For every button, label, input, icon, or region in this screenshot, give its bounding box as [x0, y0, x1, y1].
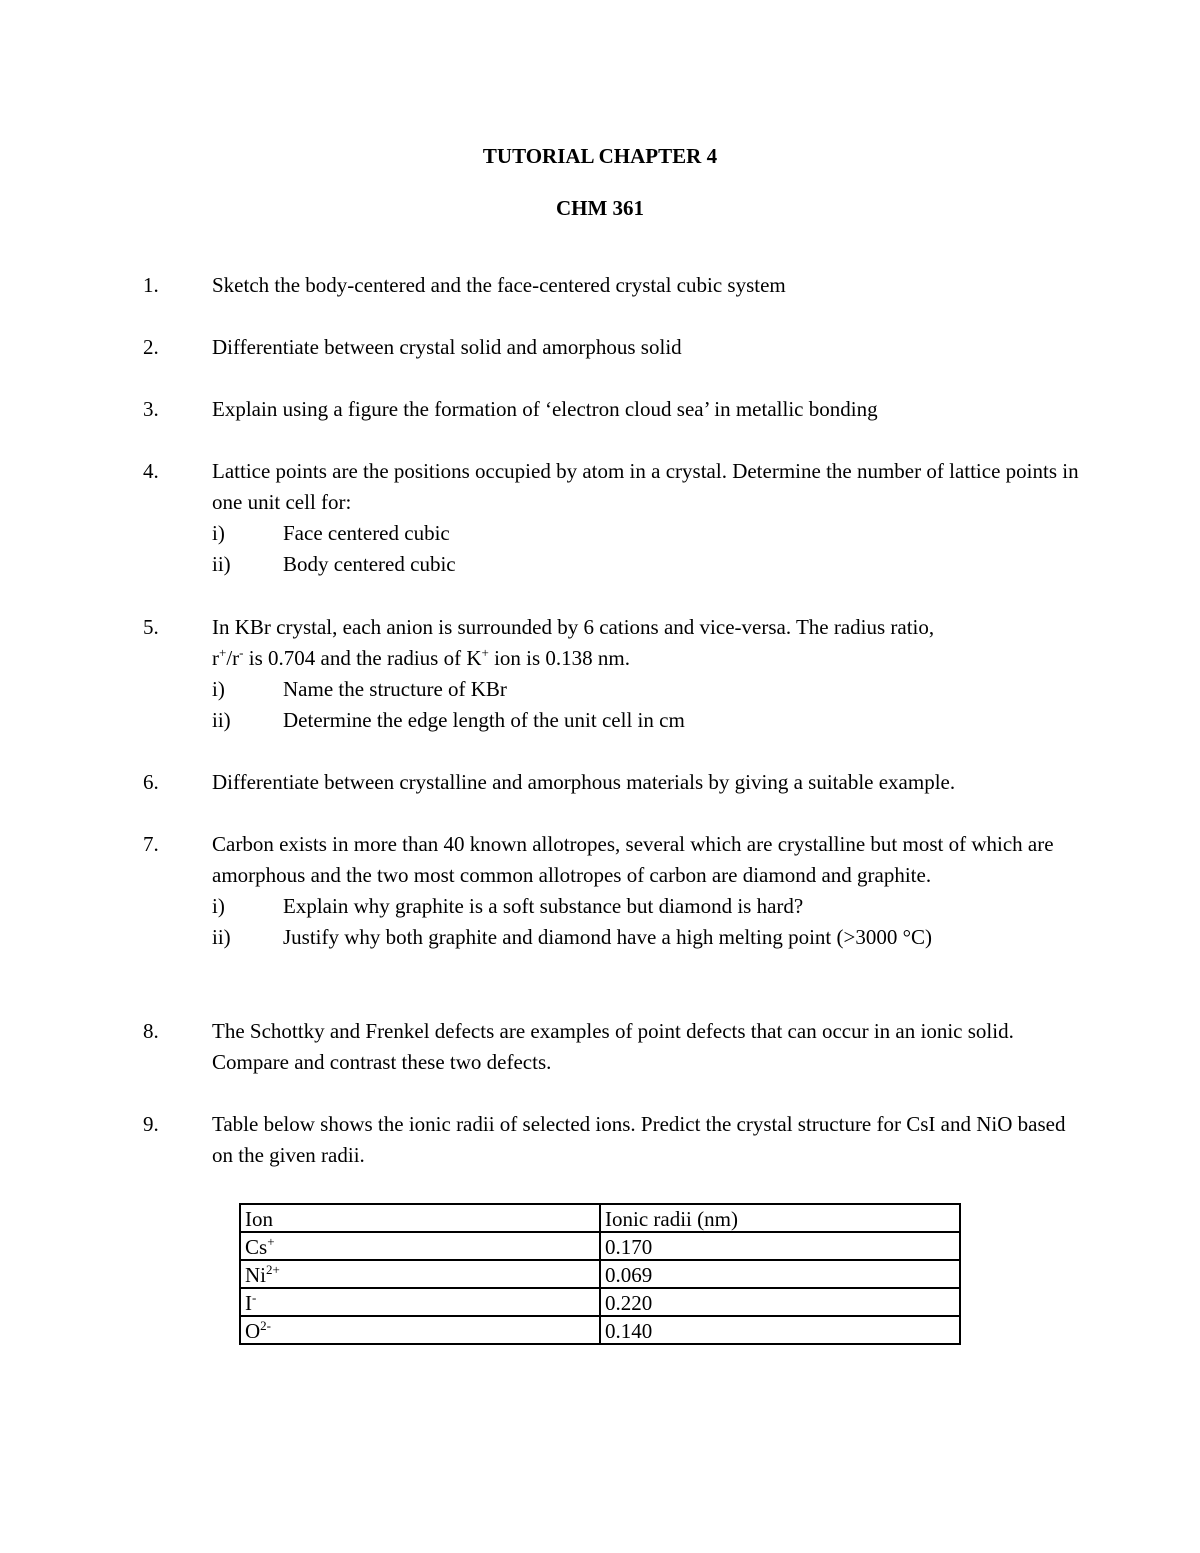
question-2: [143, 332, 1083, 363]
question-text: Explain using a figure the formation of ‘electron cloud sea’ in metallic bonding: [212, 397, 878, 421]
table-row: [240, 1232, 960, 1260]
question-text: The Schottky and Frenkel defects are examples of point defects that can occur in an ionic solid. Compare and contrast these two defects.: [212, 1019, 1014, 1074]
question-text: ion is 0.138 nm.: [488, 646, 631, 670]
table-row: [240, 1260, 960, 1288]
sub-question-number: i): [212, 677, 225, 701]
question-text: Sketch the body-centered and the face-centered crystal cubic system: [212, 273, 786, 297]
question-text: Carbon exists in more than 40 known allotropes, several which are crystalline but most of which are amorphous and the two most common allotropes of carbon are diamond and graphite.: [212, 832, 1054, 887]
question-4: [143, 456, 1083, 580]
question-9: [143, 1109, 1083, 1171]
radius-cell: 0.170: [600, 1232, 960, 1260]
question-number: 8.: [143, 1019, 159, 1043]
table-row: [240, 1316, 960, 1344]
question-text: In KBr crystal, each anion is surrounded by 6 cations and vice-versa. The radius ratio,: [212, 615, 935, 639]
question-text: Lattice points are the positions occupied by atom in a crystal. Determine the number of lattice points in one unit cell for:: [212, 459, 1079, 514]
ion-cell: [240, 1288, 600, 1316]
radius-cell: 0.220: [600, 1288, 960, 1316]
question-number: 7.: [143, 832, 159, 856]
sub-question-number: ii): [212, 552, 231, 576]
question-text-continued: [212, 643, 1083, 674]
sub-question: [212, 518, 1083, 549]
anion-charge: -: [239, 645, 244, 660]
ion-cell: [240, 1232, 600, 1260]
sub-question-number: i): [212, 521, 225, 545]
sub-question-text: Body centered cubic: [283, 552, 456, 576]
ion-cell: [240, 1316, 600, 1344]
sub-question: [212, 922, 1083, 953]
question-number: 3.: [143, 397, 159, 421]
document-title: TUTORIAL CHAPTER 4: [482, 144, 718, 168]
table-row: [240, 1288, 960, 1316]
question-number: 4.: [143, 459, 159, 483]
sub-question: [212, 891, 1083, 922]
radius-symbol: /r: [226, 646, 240, 670]
cation-charge: +: [219, 645, 227, 660]
sub-question-text: Justify why both graphite and diamond have a high melting point (>3000 °C): [283, 925, 932, 949]
ion-charge: 2+: [266, 1262, 280, 1277]
sub-question-text: Name the structure of KBr: [283, 677, 507, 701]
question-1: [143, 270, 1083, 301]
course-code: CHM 361: [555, 196, 645, 220]
question-number: 2.: [143, 335, 159, 359]
radius-symbol: r: [212, 646, 219, 670]
ion-charge: +: [267, 1234, 275, 1249]
question-number: 9.: [143, 1112, 159, 1136]
ion-symbol: Cs: [245, 1235, 268, 1259]
ion-charge: -: [252, 1290, 257, 1305]
ion-charge: 2-: [260, 1318, 272, 1333]
question-text: Table below shows the ionic radii of selected ions. Predict the crystal structure for CsI and NiO based on the given radii.: [212, 1112, 1066, 1167]
sub-question-number: ii): [212, 708, 231, 732]
question-7: [143, 829, 1083, 953]
potassium-charge: +: [481, 645, 489, 660]
sub-question-number: ii): [212, 925, 231, 949]
sub-question-text: Determine the edge length of the unit cell in cm: [283, 708, 685, 732]
sub-question-text: Explain why graphite is a soft substance but diamond is hard?: [283, 894, 804, 918]
sub-question: [212, 674, 1083, 705]
ion-symbol: O: [245, 1319, 261, 1343]
table-header-row: [240, 1204, 960, 1232]
question-text: Differentiate between crystalline and amorphous materials by giving a suitable example.: [212, 770, 956, 794]
question-text: Differentiate between crystal solid and amorphous solid: [212, 335, 682, 359]
radius-cell: 0.069: [600, 1260, 960, 1288]
question-5: [143, 612, 1083, 736]
sub-question: [212, 549, 1083, 580]
column-header-radius: Ionic radii (nm): [600, 1204, 960, 1232]
sub-question: [212, 705, 1083, 736]
column-header-ion: Ion: [240, 1204, 600, 1232]
sub-question-number: i): [212, 894, 225, 918]
question-number: 5.: [143, 615, 159, 639]
radius-cell: 0.140: [600, 1316, 960, 1344]
question-text: is 0.704 and the radius of K: [243, 646, 482, 670]
question-3: [143, 394, 1083, 425]
question-number: 1.: [143, 273, 159, 297]
question-number: 6.: [143, 770, 159, 794]
ionic-radii-table: [239, 1203, 961, 1345]
ion-cell: [240, 1260, 600, 1288]
ion-symbol: Ni: [245, 1263, 266, 1287]
question-8: [143, 1016, 1083, 1078]
ion-symbol: I: [245, 1291, 252, 1315]
question-6: [143, 767, 1083, 798]
sub-question-text: Face centered cubic: [283, 521, 450, 545]
